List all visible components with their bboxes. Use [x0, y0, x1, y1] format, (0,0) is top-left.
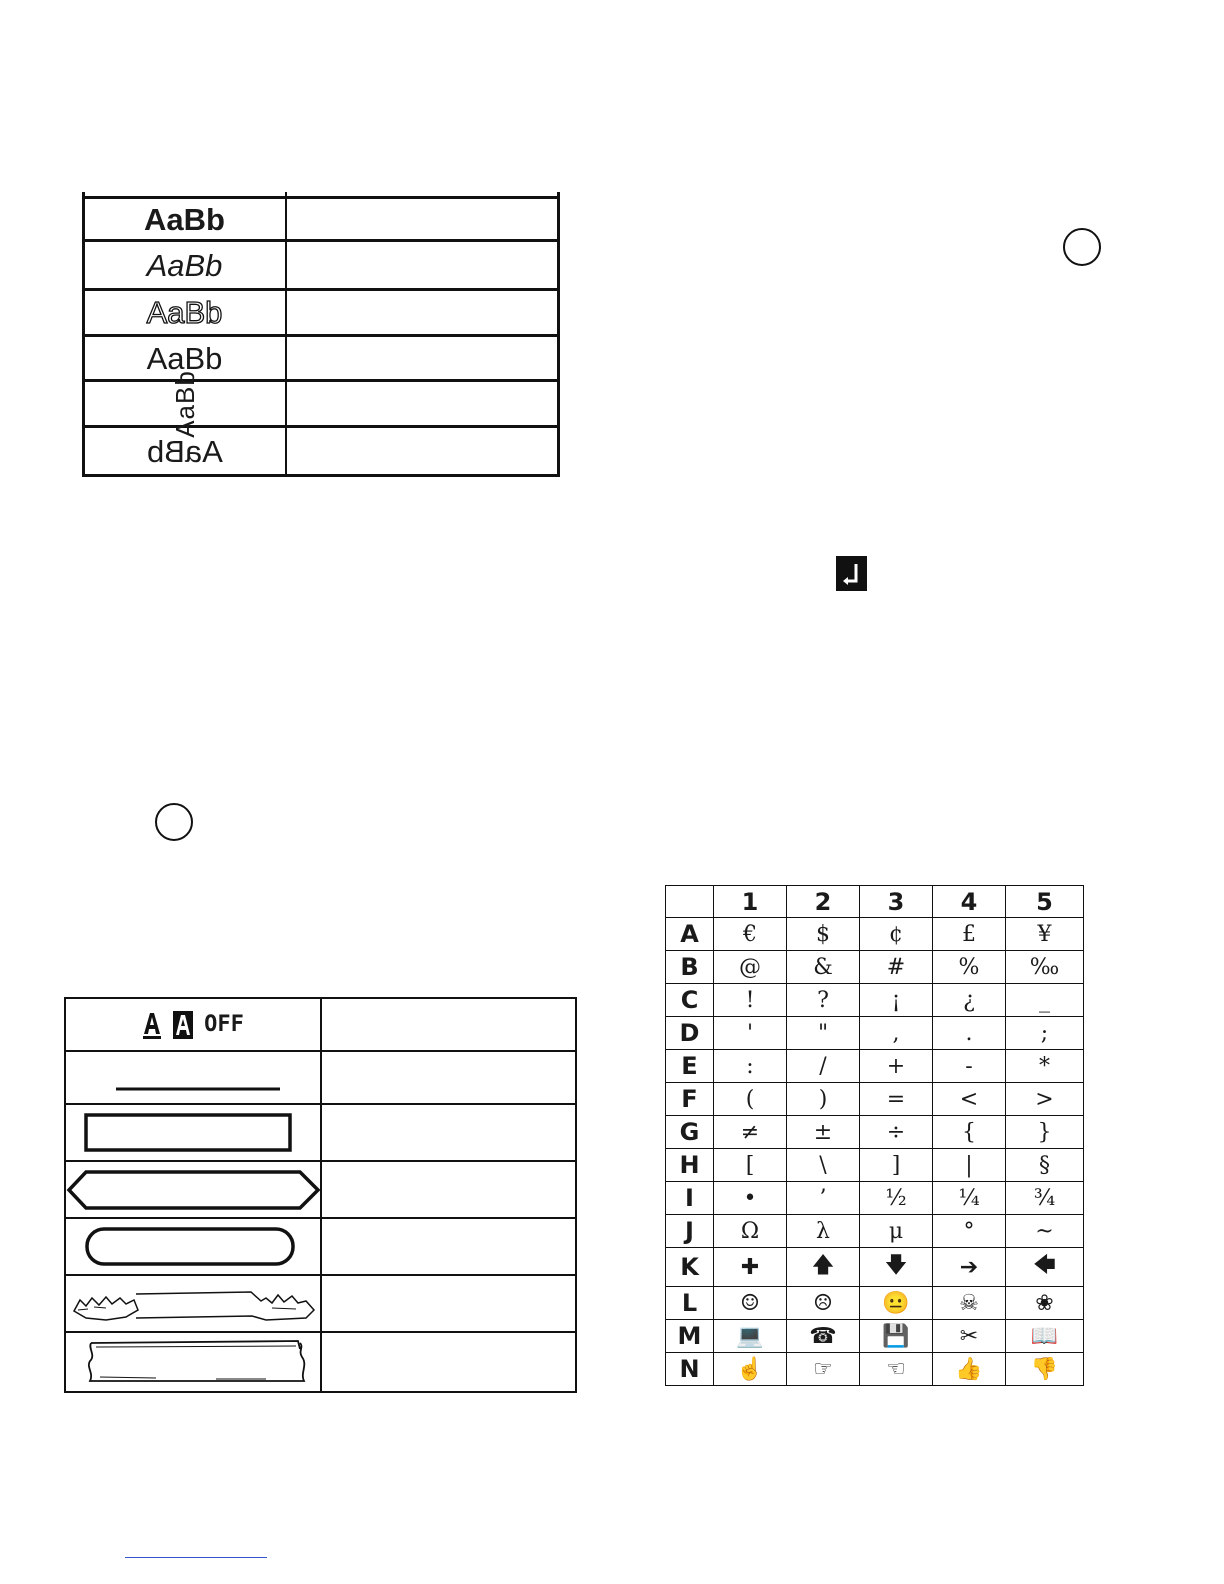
symbol-cell: ☹ — [787, 1287, 860, 1320]
symbol-cell: ☞ — [787, 1353, 860, 1386]
symbol-row-label: G — [666, 1116, 714, 1149]
symbol-cell: ; — [1006, 1017, 1084, 1050]
symbol-row — [666, 1083, 1084, 1116]
symbol-cell: ¾ — [1006, 1182, 1084, 1215]
underlined-a-icon — [142, 1010, 162, 1040]
symbol-cell: 💾 — [860, 1320, 933, 1353]
symbol-cell: ) — [787, 1083, 860, 1116]
symbol-row — [666, 1353, 1084, 1386]
symbol-cell: 🡇 — [860, 1248, 933, 1287]
sample-mirror-text: AaBb — [146, 433, 223, 469]
symbol-cell: ! — [714, 984, 787, 1017]
symbol-cell: ~ — [1006, 1215, 1084, 1248]
symbol-row-label: C — [666, 984, 714, 1017]
frame-off-label: OFF — [204, 1012, 244, 1037]
footer-link-line — [125, 1557, 267, 1558]
symbol-row-label: I — [666, 1182, 714, 1215]
symbol-cell: : — [714, 1050, 787, 1083]
symbol-cell: { — [933, 1116, 1006, 1149]
underline-icon — [66, 1052, 320, 1103]
symbol-cell: ¥ — [1006, 918, 1084, 951]
symbol-column-header: 2 — [787, 886, 860, 918]
sample-italic-text: AaBb — [146, 247, 223, 283]
symbol-row-label: H — [666, 1149, 714, 1182]
symbol-cell: ¡ — [860, 984, 933, 1017]
symbol-cell: # — [860, 951, 933, 984]
symbol-cell: ☎ — [787, 1320, 860, 1353]
symbol-cell: ☝ — [714, 1353, 787, 1386]
symbol-cell: ≠ — [714, 1116, 787, 1149]
symbol-cell: | — [933, 1149, 1006, 1182]
symbol-cell: ✚ — [714, 1248, 787, 1287]
return-arrow-icon — [836, 556, 867, 591]
symbol-column-header: 5 — [1006, 886, 1084, 918]
frame-option-indicator — [66, 999, 320, 1050]
symbol-row-label: D — [666, 1017, 714, 1050]
circle-key-icon — [155, 803, 193, 841]
return-key-icon — [836, 556, 867, 591]
symbol-cell: μ — [860, 1215, 933, 1248]
symbol-cell: ± — [787, 1116, 860, 1149]
symbol-cell: £ — [933, 918, 1006, 951]
symbol-row — [666, 1050, 1084, 1083]
symbol-cell: / — [787, 1050, 860, 1083]
symbol-cell: ¢ — [860, 918, 933, 951]
symbol-cell: € — [714, 918, 787, 951]
symbol-cell: ( — [714, 1083, 787, 1116]
symbol-row-label: B — [666, 951, 714, 984]
symbol-cell: 🡄 — [1006, 1248, 1084, 1287]
style-sample-mirror — [82, 428, 287, 474]
symbol-table — [665, 885, 1084, 1386]
symbol-row-label: J — [666, 1215, 714, 1248]
symbol-row — [666, 1248, 1084, 1287]
symbol-cell: ° — [933, 1215, 1006, 1248]
symbol-cell: § — [1006, 1149, 1084, 1182]
symbol-row — [666, 1116, 1084, 1149]
sample-vertical-text: AaBb — [169, 369, 200, 438]
symbol-cell: \ — [787, 1149, 860, 1182]
symbol-cell: ¿ — [933, 984, 1006, 1017]
symbol-row-label: A — [666, 918, 714, 951]
frame-option-underline — [66, 1052, 320, 1103]
symbol-cell: $ — [787, 918, 860, 951]
symbol-cell: > — [1006, 1083, 1084, 1116]
symbol-cell: . — [933, 1017, 1006, 1050]
symbol-cell: " — [787, 1017, 860, 1050]
sample-outline-text: AaBb — [146, 295, 223, 330]
symbol-row-label: N — [666, 1353, 714, 1386]
boxed-a-icon — [172, 1010, 194, 1040]
symbol-cell: 📖 — [1006, 1320, 1084, 1353]
symbol-row — [666, 1215, 1084, 1248]
symbol-cell: ✂ — [933, 1320, 1006, 1353]
symbol-column-header: 4 — [933, 886, 1006, 918]
symbol-cell: ➔ — [933, 1248, 1006, 1287]
circle-key-icon — [1063, 228, 1101, 266]
symbol-cell: λ — [787, 1215, 860, 1248]
symbol-row-label: F — [666, 1083, 714, 1116]
symbol-table-body — [666, 918, 1084, 1386]
square-frame-icon — [66, 1105, 320, 1160]
symbol-cell: • — [714, 1182, 787, 1215]
symbol-cell: Ω — [714, 1215, 787, 1248]
pointed-frame-icon — [66, 1162, 320, 1217]
symbol-cell: [ — [714, 1149, 787, 1182]
symbol-cell: ❀ — [1006, 1287, 1084, 1320]
symbol-cell: _ — [1006, 984, 1084, 1017]
style-sample-vertical — [82, 369, 287, 438]
symbol-cell: ÷ — [860, 1116, 933, 1149]
symbol-cell: ' — [714, 1017, 787, 1050]
frame-option-crocodile — [66, 1276, 320, 1331]
symbol-cell: , — [860, 1017, 933, 1050]
symbol-cell: ½ — [860, 1182, 933, 1215]
style-sample-italic — [82, 242, 287, 288]
symbol-cell: 💻 — [714, 1320, 787, 1353]
symbol-corner-cell — [666, 886, 714, 918]
style-sample-bold — [82, 199, 287, 239]
symbol-cell: @ — [714, 951, 787, 984]
font-style-table — [82, 192, 560, 477]
symbol-cell: 👎 — [1006, 1353, 1084, 1386]
symbol-cell: = — [860, 1083, 933, 1116]
symbol-row-label: E — [666, 1050, 714, 1083]
symbol-row — [666, 1287, 1084, 1320]
scroll-frame-icon — [66, 1333, 320, 1391]
symbol-column-header: 1 — [714, 886, 787, 918]
symbol-cell: 👍 — [933, 1353, 1006, 1386]
symbol-header-row — [666, 886, 1084, 918]
symbol-cell: 😐 — [860, 1287, 933, 1320]
rounded-frame-icon — [66, 1219, 320, 1274]
symbol-cell: ? — [787, 984, 860, 1017]
frame-option-scroll — [66, 1333, 320, 1391]
symbol-row — [666, 1320, 1084, 1353]
symbol-cell: ‰ — [1006, 951, 1084, 984]
symbol-cell: < — [933, 1083, 1006, 1116]
symbol-cell: ’ — [787, 1182, 860, 1215]
symbol-cell: ] — [860, 1149, 933, 1182]
symbol-cell: * — [1006, 1050, 1084, 1083]
symbol-cell: % — [933, 951, 1006, 984]
frame-option-square — [66, 1105, 320, 1160]
symbol-row-label: K — [666, 1248, 714, 1287]
symbol-row — [666, 1017, 1084, 1050]
frame-option-rounded — [66, 1219, 320, 1274]
symbol-cell: ☺ — [714, 1287, 787, 1320]
symbol-row — [666, 1149, 1084, 1182]
symbol-row — [666, 1182, 1084, 1215]
symbol-cell: } — [1006, 1116, 1084, 1149]
symbol-cell: ☜ — [860, 1353, 933, 1386]
symbol-cell: 🡅 — [787, 1248, 860, 1287]
symbol-row-label: L — [666, 1287, 714, 1320]
sample-normal-text: AaBb — [146, 340, 223, 376]
symbol-cell: ¼ — [933, 1182, 1006, 1215]
symbol-row — [666, 951, 1084, 984]
symbol-cell: ☠ — [933, 1287, 1006, 1320]
crocodile-frame-icon — [66, 1276, 320, 1331]
symbol-cell: - — [933, 1050, 1006, 1083]
frames-table — [64, 997, 577, 1393]
symbol-cell: + — [860, 1050, 933, 1083]
symbol-row-label: M — [666, 1320, 714, 1353]
style-sample-outline — [82, 291, 287, 334]
sample-bold-text: AaBb — [144, 201, 225, 237]
symbol-row — [666, 918, 1084, 951]
symbol-row — [666, 984, 1084, 1017]
symbol-column-header: 3 — [860, 886, 933, 918]
frame-option-pointed — [66, 1162, 320, 1217]
symbol-cell: & — [787, 951, 860, 984]
